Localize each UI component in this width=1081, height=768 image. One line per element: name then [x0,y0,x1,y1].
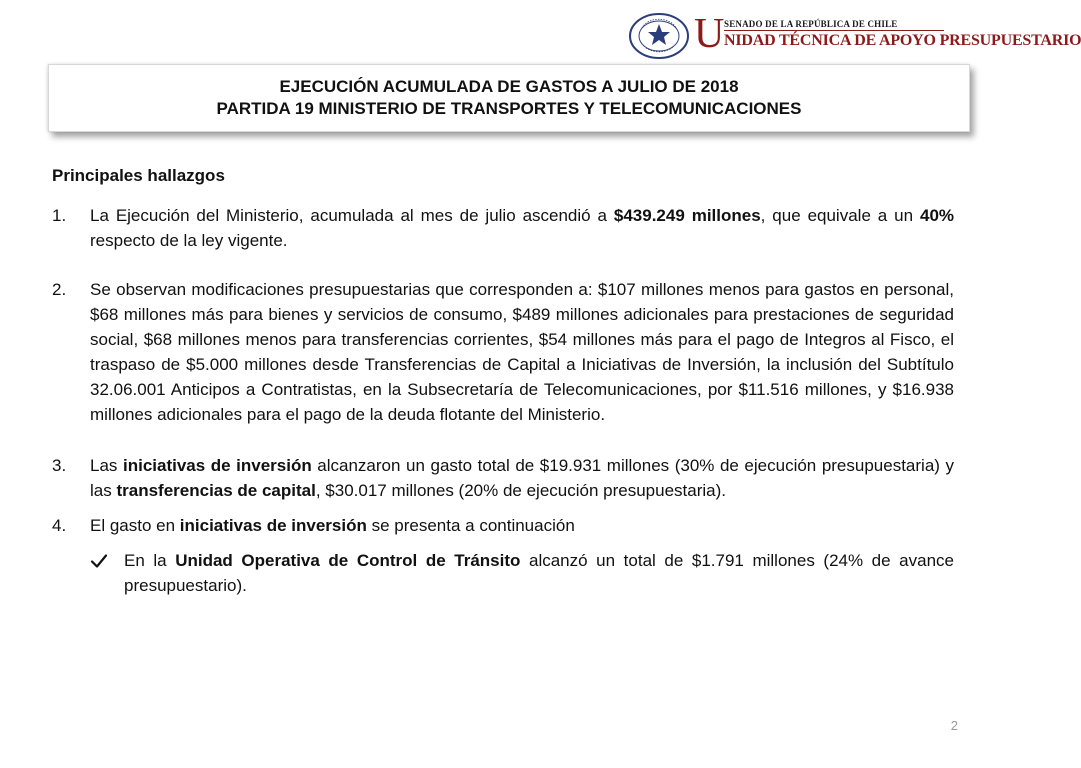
item-highlight: transferencias de capital [116,481,316,500]
item-number: 3. [52,456,67,475]
logo-subtitle: SENADO DE LA REPÚBLICA DE CHILE [724,19,898,29]
item-text: respecto de la ley vigente. [90,231,288,250]
check-item-transit-unit [52,548,954,598]
title-line-2: PARTIDA 19 MINISTERIO DE TRANSPORTES Y TELECOMUNICACIONES [216,99,802,118]
findings-content [52,165,954,598]
item-highlight: 40% [919,206,955,225]
finding-item-2 [52,277,954,427]
finding-item-1 [52,203,954,253]
finding-item-3 [52,453,954,503]
item-text: alcanzaron un gasto total de $19.931 millones (30% de ejecución presupuestaria) y las [90,456,955,500]
logo-divider [724,30,944,31]
finding-item-4 [52,513,954,538]
logo-initial: U [694,11,725,57]
header-logo [628,11,1081,60]
item-number: 1. [52,206,67,225]
logo-title: NIDAD TÉCNICA DE APOYO PRESUPUESTARIO [724,32,1081,49]
section-heading: Principales hallazgos [52,166,225,185]
item-highlight: iniciativas de inversión [122,456,312,475]
item-text: alcanzó un total de $1.791 millones (24% de avance presupuestario). [124,551,954,595]
item-text: se presenta a continuación [366,516,575,535]
title-box [48,64,970,132]
checkmark-icon [90,552,108,570]
page-number: 2 [950,718,958,733]
item-text: , $30.017 millones (20% de ejecución presupuestaria). [315,481,726,500]
item-highlight: iniciativas de inversión [179,516,367,535]
item-number: 2. [52,280,67,299]
title-line-1: EJECUCIÓN ACUMULADA DE GASTOS A JULIO DE 2018 [279,77,739,96]
item-text: , que equivale a un [760,206,920,225]
item-text: En la [124,551,176,570]
senado-seal-icon [628,12,690,60]
item-number: 4. [52,516,67,535]
item-text: Se observan modificaciones presupuestarias que corresponden a: $107 millones menos para gastos en personal, $68 millones más para bienes y servicios de consumo, $489 millones adicionales para prestaciones de seguridad social, $68 millones menos para transferencias corrientes, $54 millones más para el pago de Integros al Fisco, el traspaso de $5.000 millones desde Transferencias de Capital a Iniciativas de Inversión, la inclusión del Subtítulo 32.06.001 Anticipos a Contratistas, en la Subsecretaría de Telecomunicaciones, por $11.516 millones, y $16.938 millones adicionales para el pago de la deuda flotante del Ministerio. [90,280,954,424]
item-highlight: $439.249 millones [613,206,761,225]
item-text: El gasto en [90,516,180,535]
item-text: La Ejecución del Ministerio, acumulada al mes de julio ascendió a [90,206,614,225]
item-highlight: Unidad Operativa de Control de Tránsito [175,551,521,570]
item-text: Las [90,456,123,475]
